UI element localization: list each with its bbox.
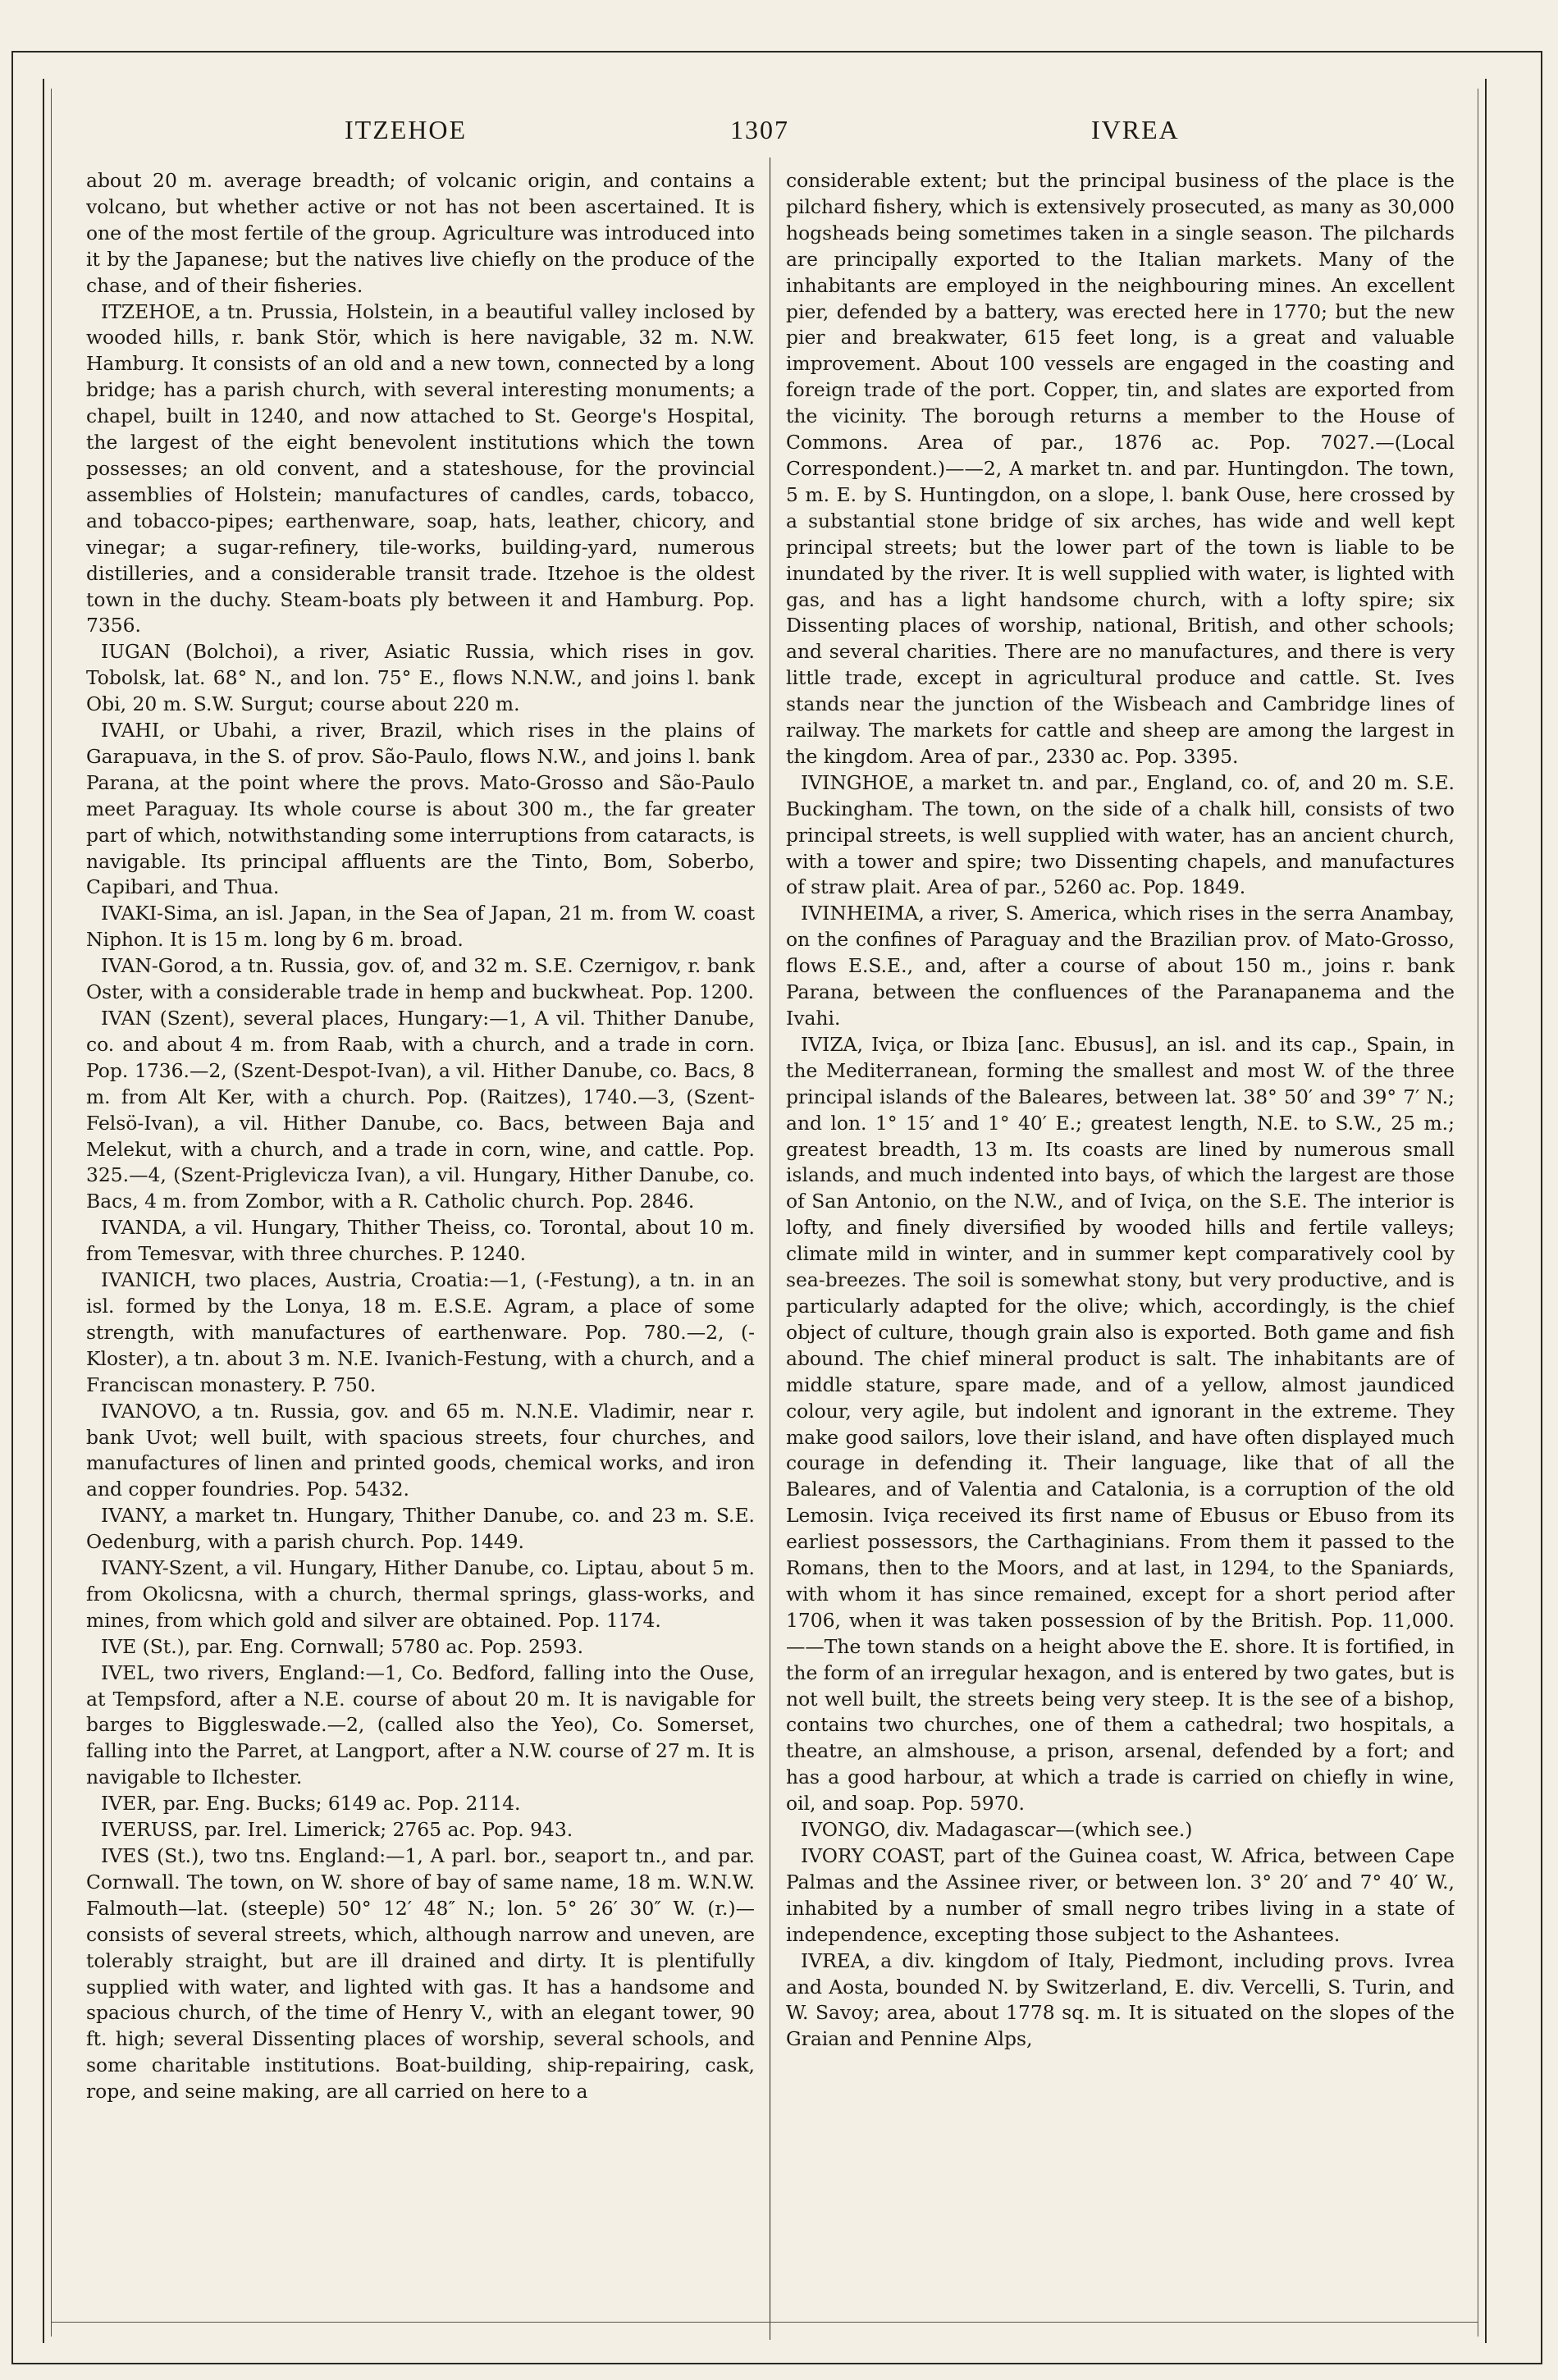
entry-ivongo: IVONGO, div. Madagascar—(which see.) — [801, 1818, 1193, 1842]
entry-itzehoe: ITZEHOE, a tn. Prussia, Holstein, in a beautiful valley inclosed by wooded hills, r. bank Stör, which is here navigable, 32 m. N.W. Hamburg. It consists of an old and a new town, connected by a long bridge; has a parish church, with several interesting monuments; a chapel, built in 1240, and now attached to St. George's Hospital, the largest of the eight benevolent institutions which the town possesses; an old convent, and a stateshouse, for the provincial assemblies of Holstein; manufactures of candles, cards, tobacco, and tobacco-pipes; earthenware, soap, hats, leather, chicory, and vinegar; a sugar-refinery, tile-works, building-yard, numerous distilleries, and a considerable transit trade. Itzehoe is the oldest town in the duchy. Steam-boats ply between it and Hamburg. Pop. 7356. — [86, 299, 755, 637]
entry-ivanda: IVANDA, a vil. Hungary, Thither Theiss, co. Torontal, about 10 m. from Temesvar, with three churches. P. 1240. — [86, 1216, 755, 1266]
entry-ivanich: IVANICH, two places, Austria, Croatia:—1, (-Festung), a tn. in an isl. formed by the Lonya, 18 m. E.S.E. Agram, a place of some strength, with manufactures of earthenware. Pop. 780.—2, (-Kloster), a tn. about 3 m. N.E. Ivanich-Festung, with a church, and a Franciscan monastery. P. 750. — [86, 1268, 755, 1396]
entry-ivel: IVEL, two rivers, England:—1, Co. Bedford, falling into the Ouse, at Tempsford, after a N.E. course of about 20 m. It is navigable for barges to Biggleswade.—2, (called also the Yeo), Co. Somerset, falling into the Parret, at Langport, after a N.W. course of 27 m. It is navigable to Ilchester. — [86, 1661, 755, 1789]
entry-ives-st: IVES (St.), two tns. England:—1, A parl. bor., seaport tn., and par. Cornwall. The town, on W. shore of bay of same name, 18 m. W.N.W. Falmouth—lat. (steeple) 50° 12′ 48″ N.; lon. 5° 26′ 30″ W. (r.)—consists of several streets, which, although narrow and uneven, are tolerably straight, but are ill drained and dirty. It is plentifully supplied with water, and lighted with gas. It has a handsome and spacious church, of the time of Henry V., with an elegant tower, 90 ft. high; several Dissenting places of worship, several schools, and some charitable institutions. Boat-building, ship-repairing, cask, rope, and seine making, are all carried on here to a — [86, 1844, 755, 2104]
entry-iver: IVER, par. Eng. Bucks; 6149 ac. Pop. 2114. — [101, 1792, 521, 1816]
left-column — [86, 168, 755, 2301]
entry-continuation: about 20 m. average breadth; of volcanic origin, and contains a volcano, but whether active or not has not been ascertained. It is one of the most fertile of the group. Agriculture was introduced into it by the Japanese; but the natives live chiefly on the produce of the chase, and of their fisheries. — [86, 169, 755, 297]
entry-ivahi: IVAHI, or Ubahi, a river, Brazil, which rises in the plains of Garapuava, in the S. of prov. São-Paulo, flows N.W., and joins l. bank Parana, at the point where the provs. Mato-Grosso and São-Paulo meet Paraguay. Its whole course is about 300 m., the far greater part of which, notwithstanding some interruptions from cataracts, is navigable. Its principal affluents are the Tinto, Bom, Soberbo, Capibari, and Thua. — [86, 719, 755, 899]
entry-ive-st: IVE (St.), par. Eng. Cornwall; 5780 ac. Pop. 2593. — [101, 1634, 584, 1658]
entry-ivan-gorod: IVAN-Gorod, a tn. Russia, gov. of, and 32 m. S.E. Czernigov, r. bank Oster, with a considerable trade in hemp and buckwheat. Pop. 1200. — [86, 954, 755, 1004]
header-right-word: IVREA — [1091, 115, 1180, 144]
right-column — [786, 168, 1455, 2301]
entry-ivanovo: IVANOVO, a tn. Russia, gov. and 65 m. N.N.E. Vladimir, near r. bank Uvot; well built, with spacious streets, four churches, and manufactures of linen and printed goods, chemical works, and iron and copper foundries. Pop. 5432. — [86, 1399, 755, 1501]
page-number: 1307 — [730, 115, 789, 144]
entry-iviza: IVIZA, Iviça, or Ibiza [anc. Ebusus], an isl. and its cap., Spain, in the Mediterranean, forming the smallest and most W. of the three principal islands of the Baleares, between lat. 38° 50′ and 39° 7′ N.; and lon. 1° 15′ and 1° 40′ E.; greatest length, N.E. to S.W., 25 m.; greatest breadth, 13 m. Its coasts are lined by numerous small islands, and much indented into bays, of which the largest are those of San Antonio, on the N.W., and of Iviça, on the S.E. The interior is lofty, and finely diversified by wooded hills and fertile valleys; climate mild in winter, and in summer kept comparatively cool by sea-breezes. The soil is somewhat stony, but very productive, and is particularly adapted for the olive; which, accordingly, is the chief object of culture, though grain also is exported. Both game and fish abound. The chief mineral product is salt. The inhabitants are of middle stature, spare made, and of a yellow, almost jaundiced colour, very agile, but indolent and ignorant in the extreme. They make good sailors, love their island, and have often displayed much courage in defending it. Their language, like that of all the Baleares, and of Valentia and Catalonia, is a corruption of the old Lemosin. Iviça received its first name of Ebusus or Ebuso from its earliest possessors, the Carthaginians. From them it passed to the Romans, then to the Moors, and at last, in 1294, to the Spaniards, with whom it has since remained, except for a short period after 1706, when it was taken possession of by the British. Pop. 11,000.——The town stands on a height above the E. shore. It is fortified, in the form of an irregular hexagon, and is entered by two gates, but is not well built, the streets being very steep. It is the see of a bishop, contains two churches, one of them a cathedral; two hospitals, a theatre, an almshouse, a prison, arsenal, defended by a fort; and has a good harbour, at which a trade is carried on chiefly in wine, oil, and soap. Pop. 5970. — [786, 1032, 1455, 1816]
entry-ivinheima: IVINHEIMA, a river, S. America, which rises in the serra Anambay, on the confines of Paraguay and the Brazilian prov. of Mato-Grosso, flows E.S.E., and, after a course of about 150 m., joins r. bank Parana, between the confluences of the Paranapanema and the Ivahi. — [786, 902, 1455, 1030]
entry-iugan: IUGAN (Bolchoi), a river, Asiatic Russia, which rises in gov. Tobolsk, lat. 68° N., and lon. 75° E., flows N.N.W., and joins l. bank Obi, 20 m. S.W. Surgut; course about 220 m. — [86, 640, 755, 716]
header-left-word: ITZEHOE — [345, 115, 468, 144]
entry-ivany: IVANY, a market tn. Hungary, Thither Danube, co. and 23 m. S.E. Oedenburg, with a parish church. Pop. 1449. — [86, 1504, 755, 1554]
entry-ivany-szent: IVANY-Szent, a vil. Hungary, Hither Danube, co. Liptau, about 5 m. from Okolicsna, with a church, thermal springs, glass-works, and mines, from which gold and silver are obtained. Pop. 1174. — [86, 1556, 755, 1632]
entry-ivinghoe: IVINGHOE, a market tn. and par., England, co. of, and 20 m. S.E. Buckingham. The town, on the side of a chalk hill, consists of two principal streets, is well supplied with water, has an ancient church, with a tower and spire; two Dissenting chapels, and manufactures of straw plait. Area of par., 5260 ac. Pop. 1849. — [786, 770, 1455, 899]
entry-ivaki-sima: IVAKI-Sima, an isl. Japan, in the Sea of Japan, 21 m. from W. coast Niphon. It is 15 m. long by 6 m. broad. — [86, 902, 755, 952]
entry-iveruss: IVERUSS, par. Irel. Limerick; 2765 ac. Pop. 943. — [101, 1818, 573, 1842]
entry-ivrea: IVREA, a div. kingdom of Italy, Piedmont, including provs. Ivrea and Aosta, bounded N. by Switzerland, E. div. Vercelli, S. Turin, and W. Savoy; area, about 1778 sq. m. It is situated on the slopes of the Graian and Pennine Alps, — [786, 1948, 1455, 2051]
entry-ivory-coast: IVORY COAST, part of the Guinea coast, W. Africa, between Cape Palmas and the Assinee river, or between lon. 3° 20′ and 7° 40′ W., inhabited by a number of small negro tribes living in a state of independence, excepting those subject to the Ashantees. — [786, 1844, 1455, 1946]
bottom-rule — [51, 2322, 1478, 2323]
running-header — [82, 107, 1452, 148]
entry-ivan-szent: IVAN (Szent), several places, Hungary:—1, A vil. Thither Danube, co. and about 4 m. from Raab, with a church, and a trade in corn. Pop. 1736.—2, (Szent-Despot-Ivan), a vil. Hither Danube, co. Bacs, 8 m. from Alt Ker, with a church. Pop. (Raitzes), 1740.—3, (Szent-Felsö-Ivan), a vil. Hither Danube, co. Bacs, between Baja and Melekut, with a church, and a trade in corn, wine, and cattle. Pop. 325.—4, (Szent-Priglevicza Ivan), a vil. Hungary, Hither Danube, co. Bacs, 4 m. from Zombor, with a R. Catholic church. Pop. 2846. — [86, 1007, 755, 1213]
entry-ives-continuation: considerable extent; but the principal business of the place is the pilchard fishery, which is extensively prosecuted, as many as 30,000 hogsheads being sometimes taken in a single season. The pilchards are principally exported to the Italian markets. Many of the inhabitants are employed in the neighbouring mines. An excellent pier, defended by a battery, was erected here in 1770; but the new pier and breakwater, 615 feet long, is a great and valuable improvement. About 100 vessels are engaged in the coasting and foreign trade of the port. Copper, tin, and slates are exported from the vicinity. The borough returns a member to the House of Commons. Area of par., 1876 ac. Pop. 7027.—(Local Correspondent.)——2, A market tn. and par. Huntingdon. The town, 5 m. E. by S. Huntingdon, on a slope, l. bank Ouse, here crossed by a substantial stone bridge of six arches, has wide and well kept principal streets; but the lower part of the town is liable to be inundated by the river. It is well supplied with water, is lighted with gas, and has a light handsome church, with a lofty spire; six Dissenting places of worship, national, British, and other schools; and several charities. There are no manufactures, and there is very little trade, except in agricultural produce and cattle. St. Ives stands near the junction of the Wisbeach and Cambridge lines of railway. The markets for cattle and sheep are among the largest in the kingdom. Area of par., 2330 ac. Pop. 3395. — [786, 169, 1455, 768]
